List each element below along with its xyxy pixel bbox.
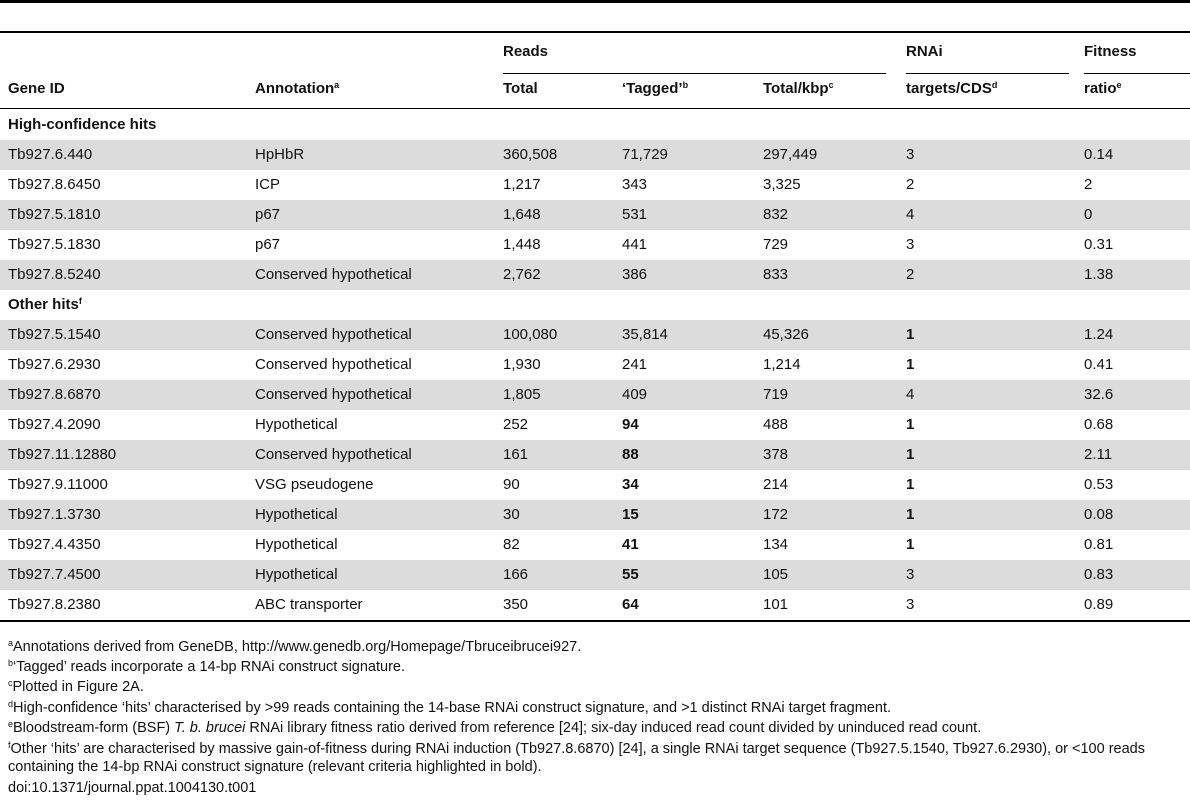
rnai-targets-cell: 1 (906, 356, 915, 373)
header-fitness-ratio: ratio$^e$ (1084, 80, 1122, 97)
total-per-kbp-cell: 3,325 (763, 176, 801, 193)
table-row (0, 440, 1190, 470)
annotation-cell: Hypothetical (255, 536, 338, 553)
total-reads-cell: 1,805 (503, 386, 541, 403)
total-per-kbp-cell: 378 (763, 446, 789, 463)
header-tagged: ‘Tagged’$^b$ (622, 80, 689, 97)
fitness-ratio-cell: 0.31 (1084, 236, 1114, 253)
fitness-ratio-cell: 0.81 (1084, 536, 1114, 553)
total-reads-cell: 252 (503, 416, 529, 433)
tagged-reads-cell: 55 (622, 566, 639, 583)
table-row (0, 260, 1190, 290)
rnai-targets-cell: 1 (906, 326, 915, 343)
tagged-reads-cell: 71,729 (622, 146, 668, 163)
gene-id-cell: Tb927.5.1810 (8, 206, 101, 223)
fitness-ratio-cell: 0.08 (1084, 506, 1114, 523)
footnote-d: $^d$High-confidence ‘hits’ characterised by >99 reads containing the 14-base RNAi construct signature, and >1 distinct RNAi target fragment. (8, 699, 892, 716)
fitness-ratio-cell: 0.68 (1084, 416, 1114, 433)
fitness-ratio-cell: 0 (1084, 206, 1093, 223)
table-row (0, 380, 1190, 410)
total-reads-cell: 1,648 (503, 206, 541, 223)
annotation-cell: p67 (255, 206, 281, 223)
rnai-targets-cell: 3 (906, 146, 915, 163)
header-bottom-rule (0, 108, 1190, 109)
footnote-c: $^c$Plotted in Figure 2A. (8, 678, 144, 695)
header-total-kbp: Total/kbp$^c$ (763, 80, 834, 97)
tagged-reads-cell: 343 (622, 176, 648, 193)
rnai-targets-cell: 4 (906, 206, 915, 223)
total-reads-cell: 1,448 (503, 236, 541, 253)
header-total: Total (503, 80, 538, 97)
rnai-group-rule (906, 73, 1069, 74)
rnai-targets-cell: 2 (906, 176, 915, 193)
rnai-targets-cell: 1 (906, 506, 915, 523)
total-per-kbp-cell: 833 (763, 266, 789, 283)
reads-group-rule (503, 73, 886, 74)
header-group-rnai: RNAi (906, 43, 943, 60)
gene-id-cell: Tb927.9.11000 (8, 476, 108, 493)
tagged-reads-cell: 35,814 (622, 326, 668, 343)
total-reads-cell: 82 (503, 536, 520, 553)
tagged-reads-cell: 64 (622, 596, 639, 613)
annotation-cell: Conserved hypothetical (255, 326, 412, 343)
total-per-kbp-cell: 134 (763, 536, 789, 553)
total-reads-cell: 350 (503, 596, 529, 613)
total-per-kbp-cell: 832 (763, 206, 789, 223)
tagged-reads-cell: 34 (622, 476, 639, 493)
annotation-cell: Conserved hypothetical (255, 446, 412, 463)
footnote-f: $^f$Other ‘hits’ are characterised by massive gain-of-fitness during RNAi induction (Tb927.8.6870) [24], a single RNAi target sequence (Tb927.5.1540, Tb927.6.2930), or <100 reads containing the 14-bp RNAi construct signature (relevant criteria highlighted in bold). (8, 740, 1145, 775)
table-row (0, 470, 1190, 500)
header-gene-id: Gene ID (8, 80, 65, 97)
gene-id-cell: Tb927.1.3730 (8, 506, 101, 523)
gene-id-cell: Tb927.8.6450 (8, 176, 101, 193)
fitness-ratio-cell: 2.11 (1084, 446, 1113, 463)
table-row (0, 200, 1190, 230)
gene-id-cell: Tb927.8.2380 (8, 596, 101, 613)
annotation-cell: VSG pseudogene (255, 476, 374, 493)
gene-id-cell: Tb927.8.5240 (8, 266, 101, 283)
gene-id-cell: Tb927.5.1540 (8, 326, 101, 343)
table-row (0, 560, 1190, 590)
annotation-cell: ICP (255, 176, 281, 193)
rnai-targets-cell: 3 (906, 236, 915, 253)
table-row (0, 590, 1190, 620)
fitness-ratio-cell: 1.38 (1084, 266, 1114, 283)
total-per-kbp-cell: 488 (763, 416, 789, 433)
fitness-ratio-cell: 32.6 (1084, 386, 1114, 403)
total-reads-cell: 2,762 (503, 266, 541, 283)
table-row (0, 410, 1190, 440)
annotation-cell: Hypothetical (255, 566, 338, 583)
annotation-cell: ABC transporter (255, 596, 363, 613)
rnai-targets-cell: 1 (906, 416, 915, 433)
table-row (0, 320, 1190, 350)
total-reads-cell: 360,508 (503, 146, 558, 163)
annotation-cell: HpHbR (255, 146, 305, 163)
tagged-reads-cell: 386 (622, 266, 648, 283)
fitness-ratio-cell: 1.24 (1084, 326, 1114, 343)
table-row (0, 350, 1190, 380)
annotation-cell: Conserved hypothetical (255, 386, 412, 403)
doi: doi:10.1371/journal.ppat.1004130.t001 (8, 780, 257, 796)
tagged-reads-cell: 441 (622, 236, 648, 253)
fitness-ratio-cell: 0.53 (1084, 476, 1114, 493)
total-reads-cell: 1,217 (503, 176, 541, 193)
fitness-group-rule (1084, 73, 1190, 74)
annotation-cell: p67 (255, 236, 281, 253)
table-row (0, 140, 1190, 170)
gene-id-cell: Tb927.8.6870 (8, 386, 101, 403)
rnai-targets-cell: 3 (906, 566, 915, 583)
header-rnai-targets: targets/CDS$^d$ (906, 80, 998, 97)
header-top-rule (0, 31, 1190, 33)
table-row (0, 230, 1190, 260)
gene-id-cell: Tb927.7.4500 (8, 566, 101, 583)
tagged-reads-cell: 531 (622, 206, 648, 223)
total-reads-cell: 100,080 (503, 326, 558, 343)
tagged-reads-cell: 94 (622, 416, 639, 433)
total-per-kbp-cell: 719 (763, 386, 789, 403)
table-row (0, 500, 1190, 530)
rnai-targets-cell: 4 (906, 386, 915, 403)
tagged-reads-cell: 241 (622, 356, 648, 373)
gene-id-cell: Tb927.11.12880 (8, 446, 117, 463)
rnai-targets-cell: 2 (906, 266, 915, 283)
total-per-kbp-cell: 297,449 (763, 146, 818, 163)
tagged-reads-cell: 409 (622, 386, 648, 403)
footnote-b: $^b$‘Tagged’ reads incorporate a 14-bp RNAi construct signature. (8, 658, 405, 675)
fitness-ratio-cell: 0.14 (1084, 146, 1114, 163)
fitness-ratio-cell: 0.89 (1084, 596, 1114, 613)
total-per-kbp-cell: 1,214 (763, 356, 801, 373)
total-reads-cell: 1,930 (503, 356, 541, 373)
gene-id-cell: Tb927.6.2930 (8, 356, 101, 373)
top-rule (0, 0, 1190, 3)
tagged-reads-cell: 41 (622, 536, 639, 553)
gene-id-cell: Tb927.5.1830 (8, 236, 101, 253)
total-reads-cell: 90 (503, 476, 520, 493)
header-group-reads: Reads (503, 43, 549, 60)
section-other-hits: Other hits$^f$ (8, 296, 82, 313)
total-per-kbp-cell: 105 (763, 566, 789, 583)
gene-id-cell: Tb927.4.2090 (8, 416, 101, 433)
table-row (0, 530, 1190, 560)
total-per-kbp-cell: 214 (763, 476, 789, 493)
fitness-ratio-cell: 0.83 (1084, 566, 1114, 583)
rnai-targets-cell: 1 (906, 476, 915, 493)
tagged-reads-cell: 88 (622, 446, 639, 463)
table-row (0, 170, 1190, 200)
rnai-targets-cell: 1 (906, 536, 915, 553)
gene-id-cell: Tb927.6.440 (8, 146, 93, 163)
rnai-targets-cell: 1 (906, 446, 915, 463)
tagged-reads-cell: 15 (622, 506, 639, 523)
total-per-kbp-cell: 101 (763, 596, 789, 613)
total-per-kbp-cell: 45,326 (763, 326, 809, 343)
header-annotation: Annotation$^a$ (255, 80, 340, 97)
header-group-fitness: Fitness (1084, 43, 1137, 60)
total-reads-cell: 166 (503, 566, 529, 583)
total-reads-cell: 30 (503, 506, 520, 523)
fitness-ratio-cell: 2 (1084, 176, 1093, 193)
annotation-cell: Conserved hypothetical (255, 266, 412, 283)
total-per-kbp-cell: 172 (763, 506, 789, 523)
total-reads-cell: 161 (503, 446, 529, 463)
annotation-cell: Hypothetical (255, 506, 338, 523)
rnai-targets-cell: 3 (906, 596, 915, 613)
footnote-e: $^e$Bloodstream-form (BSF) T. b. brucei RNAi library fitness ratio derived from reference [24]; six-day induced read count divided by uninduced read count. (8, 719, 982, 736)
total-per-kbp-cell: 729 (763, 236, 789, 253)
footnote-a: $^a$Annotations derived from GeneDB, http://www.genedb.org/Homepage/Tbruceibrucei927. (8, 638, 582, 655)
table-bottom-rule (0, 620, 1190, 622)
gene-id-cell: Tb927.4.4350 (8, 536, 101, 553)
annotation-cell: Hypothetical (255, 416, 338, 433)
section-high-confidence: High-confidence hits (8, 116, 157, 133)
annotation-cell: Conserved hypothetical (255, 356, 412, 373)
fitness-ratio-cell: 0.41 (1084, 356, 1114, 373)
